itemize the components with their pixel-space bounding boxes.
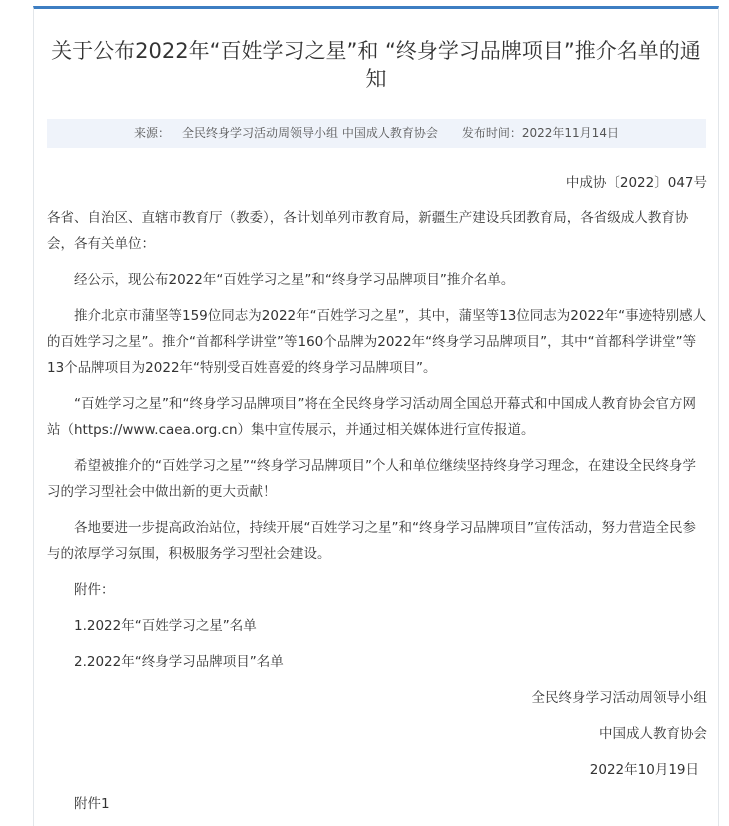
attachment-item: 2.2022年“终身学习品牌项目”名单 <box>74 654 284 670</box>
document-number: 中成协〔2022〕047号 <box>565 175 707 191</box>
article-container <box>33 6 719 826</box>
article-body <box>47 170 707 817</box>
paragraph: 推介北京市蒲坚等159位同志为2022年“百姓学习之星”，其中，蒲坚等13位同志为2022年“事迹特别感人的百姓学习之星”。推介“首都科学讲堂”等160个品牌为2022年“终身学习品牌项目”，其中“首都科学讲堂”等13个品牌项目为2022年“特别受百姓喜爱的终身学习品牌项目”。 <box>47 308 707 376</box>
attachment-heading: 附件1 <box>74 796 110 812</box>
source-value: 全民终身学习活动周领导小组 中国成人教育协会 <box>182 126 438 140</box>
source-label: 来源： <box>134 126 171 140</box>
publish-date: 2022年11月14日 <box>521 126 619 140</box>
salutation: 各省、自治区、直辖市教育厅（教委），各计划单列市教育局，新疆生产建设兵团教育局，各省级成人教育协会，各有关单位： <box>47 210 689 252</box>
signature-date: 2022年10月19日 <box>589 762 699 778</box>
attachment-label: 附件： <box>74 582 115 598</box>
attachment-item: 1.2022年“百姓学习之星”名单 <box>74 618 257 634</box>
paragraph: 经公示，现公布2022年“百姓学习之星”和“终身学习品牌项目”推介名单。 <box>74 272 515 288</box>
page-title: 关于公布2022年“百姓学习之星”和 “终身学习品牌项目”推介名单的通知 <box>51 39 701 91</box>
signature-organizer: 全民终身学习活动周领导小组 <box>531 690 707 706</box>
paragraph: “百姓学习之星”和“终身学习品牌项目”将在全民终身学习活动周全国总开幕式和中国成人教育协会官方网站（https://www.caea.org.cn）集中宣传展示，并通过相关媒体进行宣传报道。 <box>47 396 696 438</box>
article-meta <box>47 119 706 148</box>
paragraph: 各地要进一步提高政治站位，持续开展“百姓学习之星”和“终身学习品牌项目”宣传活动，努力营造全民参与的浓厚学习氛围，积极服务学习型社会建设。 <box>47 520 696 562</box>
signature-association: 中国成人教育协会 <box>599 726 707 742</box>
paragraph: 希望被推介的“百姓学习之星”“终身学习品牌项目”个人和单位继续坚持终身学习理念，在建设全民终身学习的学习型社会中做出新的更大贡献！ <box>47 458 696 500</box>
publish-label: 发布时间： <box>461 126 522 140</box>
